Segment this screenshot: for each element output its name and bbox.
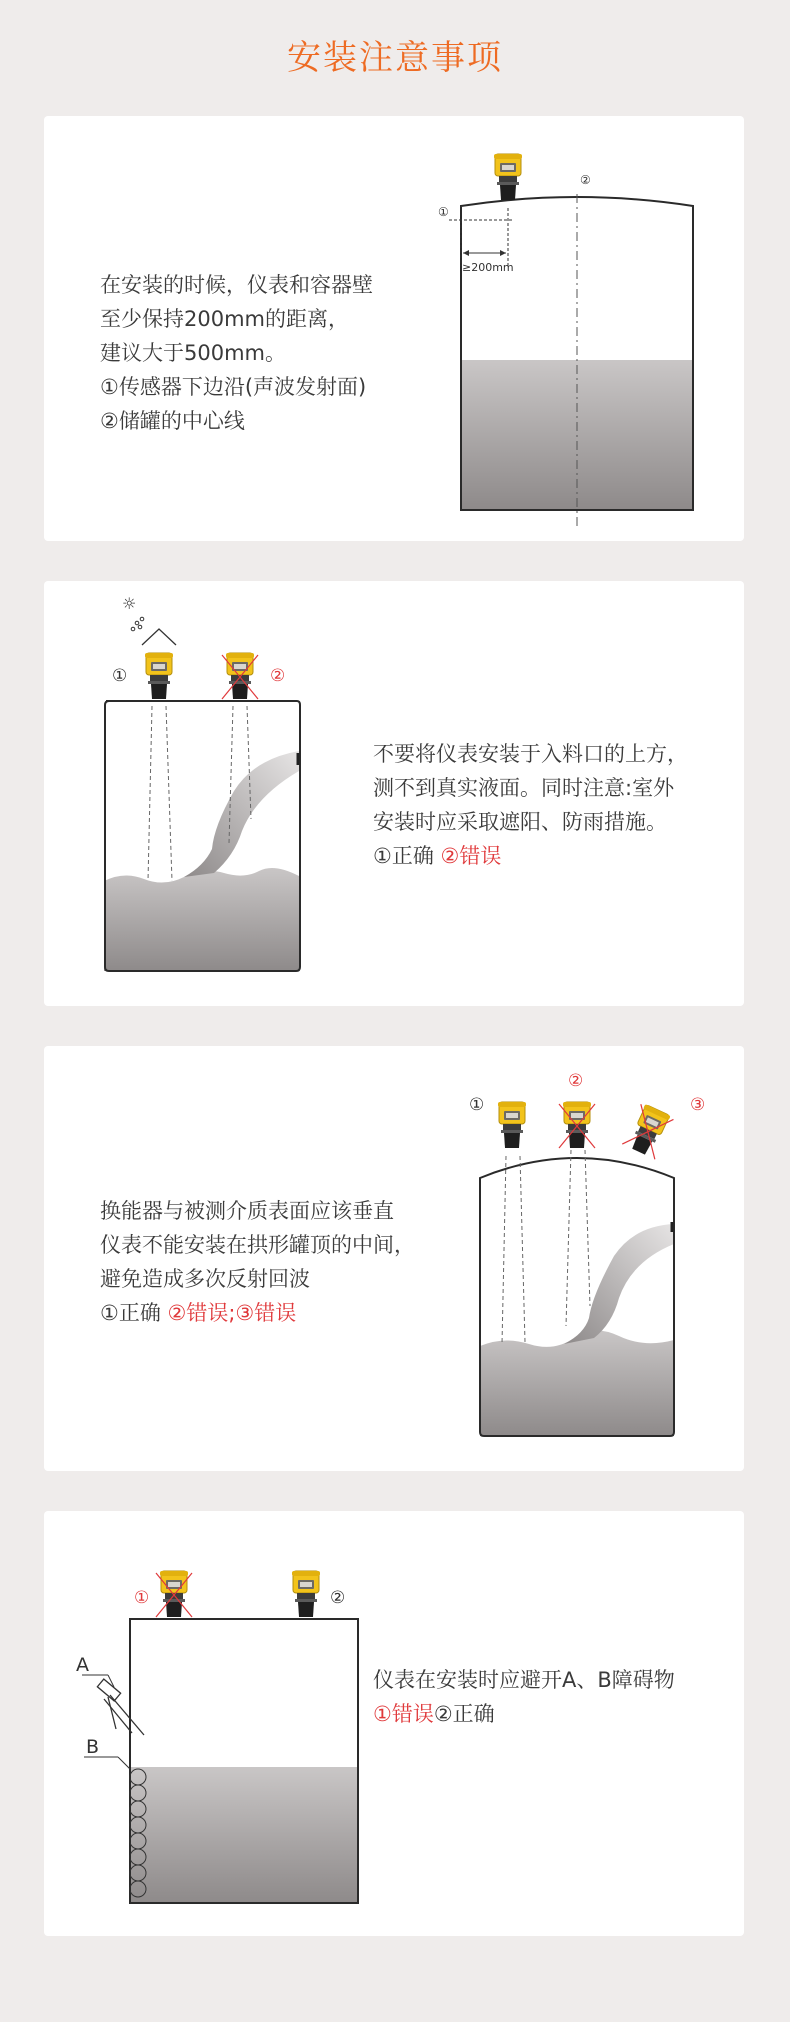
page-title: 安装注意事项 xyxy=(287,38,503,78)
sensor-correct-icon xyxy=(292,1571,320,1617)
inlet-stream xyxy=(184,751,299,877)
sensor-correct-icon xyxy=(145,653,173,699)
text-line: 安装时应采取遮阳、防雨措施。 xyxy=(373,810,667,834)
marker-1: ① xyxy=(469,1095,485,1115)
note-wrong: ②错误 xyxy=(440,844,502,868)
dome-tank-diagram xyxy=(44,1046,744,1471)
tank-clearance-diagram xyxy=(44,116,744,541)
sensor-tilted-icon xyxy=(622,1102,674,1159)
rain-icon xyxy=(131,617,144,631)
note-correct: ①正确 xyxy=(100,1301,161,1325)
label-b: B xyxy=(86,1736,100,1758)
sensor-correct-icon xyxy=(498,1102,526,1148)
obstacle-a xyxy=(97,1679,144,1735)
marker-2: ② xyxy=(330,1588,346,1608)
text-line: 在安装的时候，仪表和容器壁 xyxy=(100,273,373,297)
result-line xyxy=(373,839,688,873)
text-line: 仪表不能安装在拱形罐顶的中间， xyxy=(100,1233,415,1257)
text-line: 不要将仪表安装于入料口的上方， xyxy=(373,742,688,766)
marker-2: ② xyxy=(580,173,591,187)
liquid-fill xyxy=(130,1767,358,1903)
sensor-center-icon xyxy=(563,1102,591,1148)
sun-icon: ☼ xyxy=(122,594,137,613)
text-line: 换能器与被测介质表面应该垂直 xyxy=(100,1199,394,1223)
section-card-3 xyxy=(44,1046,744,1471)
marker-1: ① xyxy=(134,1588,150,1608)
section-card-1 xyxy=(44,116,744,541)
marker-2: ② xyxy=(270,666,286,686)
section-card-2 xyxy=(44,581,744,1006)
text-line: 建议大于500mm。 xyxy=(100,341,286,365)
liquid-fill xyxy=(104,868,299,971)
text-line: 测不到真实液面。同时注意:室外 xyxy=(373,776,675,800)
note-correct: ①正确 xyxy=(373,844,434,868)
sensor-wrong-icon xyxy=(226,653,254,699)
dimension-label: ≥200mm xyxy=(462,261,514,274)
text-line: ②储罐的中心线 xyxy=(100,409,245,433)
text-line: 仪表在安装时应避开A、B障碍物 xyxy=(373,1668,675,1692)
sensor-icon xyxy=(494,154,522,200)
marker-1: ① xyxy=(112,666,128,686)
note-wrong: ②错误;③错误 xyxy=(167,1301,297,1325)
liquid-fill xyxy=(480,1330,674,1436)
section-2-text xyxy=(373,737,688,873)
text-line: 避免造成多次反射回波 xyxy=(100,1267,310,1291)
inlet-stream xyxy=(564,1224,674,1344)
marker-3: ③ xyxy=(690,1095,706,1115)
label-a: A xyxy=(76,1654,89,1676)
result-line xyxy=(373,1697,675,1731)
note-wrong: ①错误 xyxy=(373,1702,434,1726)
text-line: ①传感器下边沿(声波发射面) xyxy=(100,375,367,399)
text-line: 至少保持200mm的距离， xyxy=(100,307,349,331)
sensor-wrong-icon xyxy=(160,1571,188,1617)
section-card-4 xyxy=(44,1511,744,1936)
marker-2: ② xyxy=(568,1071,584,1091)
sunshade xyxy=(142,629,176,645)
note-correct: ②正确 xyxy=(433,1702,495,1726)
marker-1: ① xyxy=(438,205,449,219)
section-4-text xyxy=(373,1663,675,1731)
